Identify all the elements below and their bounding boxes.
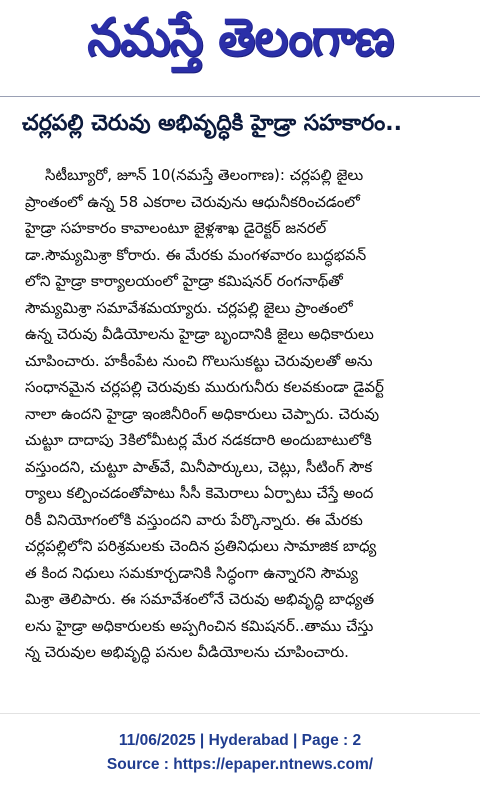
article-body-line: మిశ్రా తెలిపారు. ఈ సమావేశంలోనే చెరువు అభివృద్ధి బాధ్యత: [25, 590, 375, 608]
footer-source-link[interactable]: Source : https://epaper.ntnews.com/: [106, 756, 374, 773]
article-body-line: లోని హైడ్రా కార్యాలయంలో హైడ్రా కమిషనర్ రంగనాథ్‌తో: [25, 272, 343, 290]
article-body-line: త కింద నిధులు సమకూర్చడానికి సిద్ధంగా ఉన్నారని సౌమ్య: [25, 563, 358, 582]
article-body-line: నాలా ఉందని హైడ్రా ఇంజినీరింగ్ అధికారులు చెప్పారు. చెరువు: [25, 404, 380, 423]
article-headline: చర్లపల్లి చెరువు అభివృద్ధికి హైడ్రా సహకారం..: [22, 111, 403, 136]
article-body-line: హైడ్రా సహకారం కావాలంటూ జైళ్లశాఖ డైరెక్టర్ జనరల్: [25, 219, 327, 237]
article-body-line: సౌమ్యమిశ్రా సమావేశమయ్యారు. చర్లపల్లి జైలు ప్రాంతంలో: [25, 298, 353, 317]
newspaper-masthead: [20, 2, 460, 74]
article-body-line: సిటీబ్యూరో, జూన్ 10(నమస్తే తెలంగాణ): చర్లపల్లి జైలు: [45, 166, 364, 184]
article-body-line: ప్రాంతంలో ఉన్న 58 ఎకరాల చెరువును ఆధునీకరించడంలో: [25, 192, 360, 211]
article-body-line: డా.సౌమ్యమిశ్రా కోరారు. ఈ మేరకు మంగళవారం బుద్ధభవన్: [25, 245, 367, 264]
article-body-line: చుట్టూ దాదాపు 3కిలోమీటర్ల మేర నడకదారి అందుబాటులోకి: [25, 431, 372, 449]
article-body-line: వస్తుందని, చుట్టూ పాత్‌వే, మినీపార్కులు, చెట్లు, సీటింగ్ సౌక: [25, 457, 373, 476]
article-body-line: ఉన్న చెరువు వీడియోలను హైడ్రా బృందానికి జైలు అధికారులు: [25, 325, 374, 343]
article-body-line: చూపించారు. హకీంపేట నుంచి గొలుసుకట్టు చెరువులతో అను: [25, 351, 373, 370]
masthead-divider: [0, 96, 480, 97]
footer-date-edition-page: 11/06/2025 | Hyderabad | Page : 2: [118, 732, 362, 749]
article-body-line: న్న చెరువుల అభివృద్ధి పనుల వీడియోలను చూపించారు.: [25, 643, 349, 661]
article-body: [25, 162, 457, 666]
article-body-line: లను హైడ్రా అధికారులకు అప్పగించిన కమిషనర్..తాము చేస్తు: [25, 616, 374, 635]
footer-divider: [0, 713, 480, 714]
article-body-line: రికీ వినియోగంలోకి వస్తుందని వారు పేర్కొన్నారు. ఈ మేరకు: [25, 510, 363, 529]
article-body-line: సంధానమైన చర్లపల్లి చెరువుకు మురుగునీరు కలవకుండా డైవర్ట్: [25, 378, 384, 396]
masthead-title: నమస్తే తెలంగాణ: [86, 8, 394, 68]
article-body-line: చర్లపల్లిలోని పరిశ్రమలకు చెందిన ప్రతినిధులు సామాజిక బాధ్య: [25, 537, 377, 555]
article-body-line: ర్యాలు కల్పించడంతోపాటు సీసీ కెమెరాలు ఏర్పాటు చేస్తే అంద: [25, 484, 374, 502]
